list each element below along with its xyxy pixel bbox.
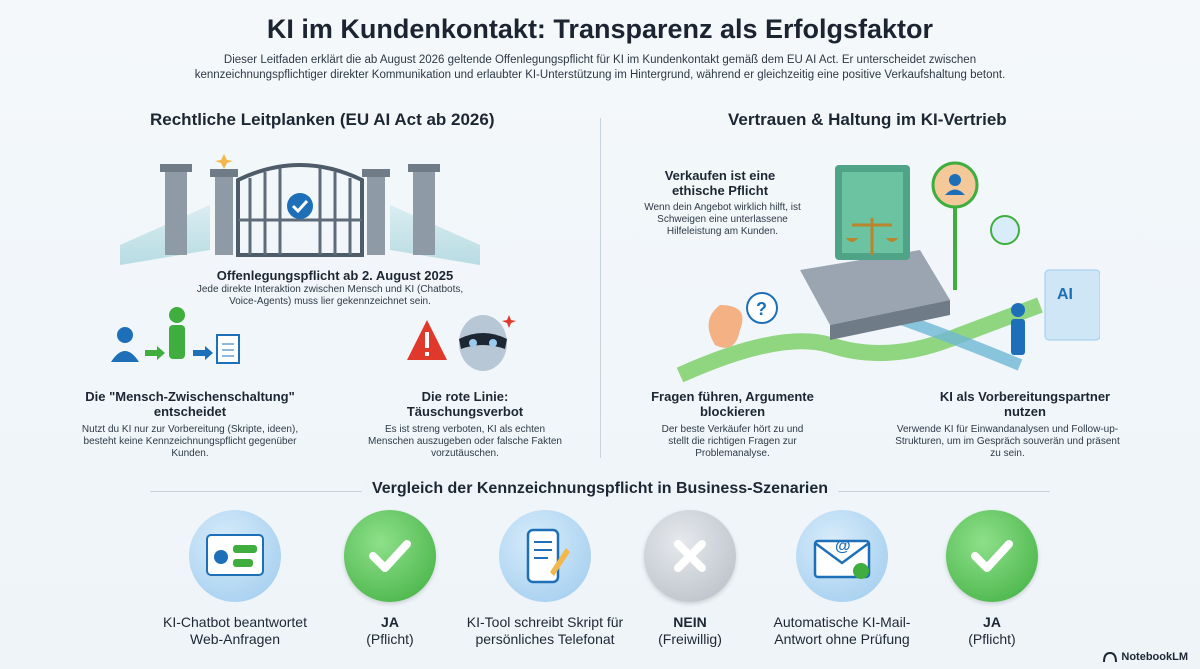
human-in-loop-icons (105, 300, 255, 370)
ethics-title: Verkaufen ist eine ethische Pflicht (664, 168, 776, 198)
email-icon (796, 510, 888, 602)
result-mail-line1: JA (983, 614, 1001, 630)
result-mail (912, 510, 1072, 648)
scenario-mail-line1: Automatische KI-Mail- (773, 614, 911, 630)
phone-script-icon (499, 510, 591, 602)
subtitle-line-1: Dieser Leitfaden erklärt die ab August 2026 geltende Offenlegungspflicht für KI im Kundenkontakt gemäß dem EU AI Act. Er unterscheidet zwischen (223, 54, 977, 66)
result-chatbot-line2: (Pflicht) (366, 631, 414, 647)
deception-icons (405, 305, 525, 375)
scenario-chatbot-line2: Web-Anfragen (189, 631, 280, 647)
ear-icon (709, 305, 743, 348)
left-heading: Rechtliche Leitplanken (EU AI Act ab 2026) (150, 110, 495, 129)
scenario-mail-line2: Antwort ohne Prüfung (774, 631, 910, 647)
ai-screen-label: AI (1057, 286, 1073, 303)
gate-title: Offenlegungspflicht ab 2. August 2025 (216, 268, 454, 283)
redline-text: Es ist streng verboten, KI als echten Menschen auszugeben oder falsche Fakten vorzutäuschen. (367, 424, 562, 459)
svg-text:@: @ (835, 538, 851, 555)
scenario-chatbot-line1: KI-Chatbot beantwortet (163, 614, 307, 630)
comparison-heading (0, 480, 1200, 498)
gate-text: Jede direkte Interaktion zwischen Mensch und KI (Chatbots, Voice-Agents) muss lier gekennzeichnet sein. (196, 284, 464, 307)
svg-text:?: ? (756, 299, 767, 319)
result-script-line2: (Freiwillig) (658, 631, 722, 647)
network-icon (991, 216, 1019, 244)
questions-title: Fragen führen, Argumente blockieren (651, 389, 814, 419)
result-chatbot (310, 510, 470, 648)
page-subtitle (150, 53, 1050, 83)
result-chatbot-line1: JA (381, 614, 399, 630)
result-mail-line2: (Pflicht) (968, 631, 1016, 647)
sales-ethics-illustration (660, 140, 1100, 390)
section-divider (600, 118, 601, 458)
brand-badge (1103, 651, 1188, 663)
person-icon (117, 327, 133, 343)
check-icon (946, 510, 1038, 602)
brand-label: NotebookLM (1121, 651, 1188, 663)
chatbot-icon (189, 510, 281, 602)
document-icon (217, 335, 239, 363)
check-icon (344, 510, 436, 602)
ethics-text: Wenn dein Angebot wirklich hilft, ist Schweigen eine unterlassene Hilfeleistung am Kunden. (644, 202, 801, 237)
scenario-script (465, 510, 625, 648)
partner-title: KI als Vorbereitungspartner nutzen (939, 389, 1111, 419)
scenario-mail-label (762, 614, 922, 648)
cross-icon (644, 510, 736, 602)
human-title: Die "Mensch-Zwischenschaltung" entscheidet (85, 389, 295, 419)
gate-illustration (120, 140, 480, 265)
scenario-chatbot-label (155, 614, 315, 648)
result-mail-label (912, 614, 1072, 648)
comparison-heading-text: Vergleich der Kennzeichnungspflicht in Business-Szenarien (362, 480, 838, 497)
subtitle-line-2: kennzeichnungspflichtiger direkter Kommunikation und erlaubter KI-Unterstützung im Hintergrund, während er gleichzeitig eine positive Verkaufshaltung betont. (194, 69, 1006, 81)
scenario-script-label (465, 614, 625, 648)
arrow-icon (145, 346, 165, 360)
check-shield-icon (287, 193, 313, 219)
result-script-label (610, 614, 770, 648)
right-heading: Vertrauen & Haltung im KI-Vertrieb (728, 110, 1007, 129)
ai-screen-icon (1045, 270, 1100, 340)
questions-text: Der beste Verkäufer hört zu und stellt die richtigen Fragen zur Problemanalyse. (661, 424, 804, 459)
partner-text: Verwende KI für Einwandanalysen und Follow-up-Strukturen, um im Gespräch souverän und präsent zu sein. (895, 424, 1120, 459)
result-script (610, 510, 770, 648)
person-green-icon (169, 307, 185, 323)
result-chatbot-label (310, 614, 470, 648)
scenario-mail (762, 510, 922, 648)
human-text: Nutzt du KI nur zur Vorbereitung (Skripte, ideen), besteht keine Kennzeichnungspflicht gegenüber Kunden. (81, 424, 299, 459)
scenario-chatbot (155, 510, 315, 648)
scenario-script-line2: persönliches Telefonat (475, 631, 615, 647)
redline-title: Die rote Linie: Täuschungsverbot (406, 389, 524, 419)
presenter-icon (1011, 303, 1025, 317)
notebooklm-logo-icon (1103, 651, 1117, 663)
result-script-line1: NEIN (673, 614, 707, 630)
page-title: KI im Kundenkontakt: Transparenz als Erfolgsfaktor (266, 14, 934, 44)
scenario-script-line1: KI-Tool schreibt Skript für (466, 614, 624, 630)
